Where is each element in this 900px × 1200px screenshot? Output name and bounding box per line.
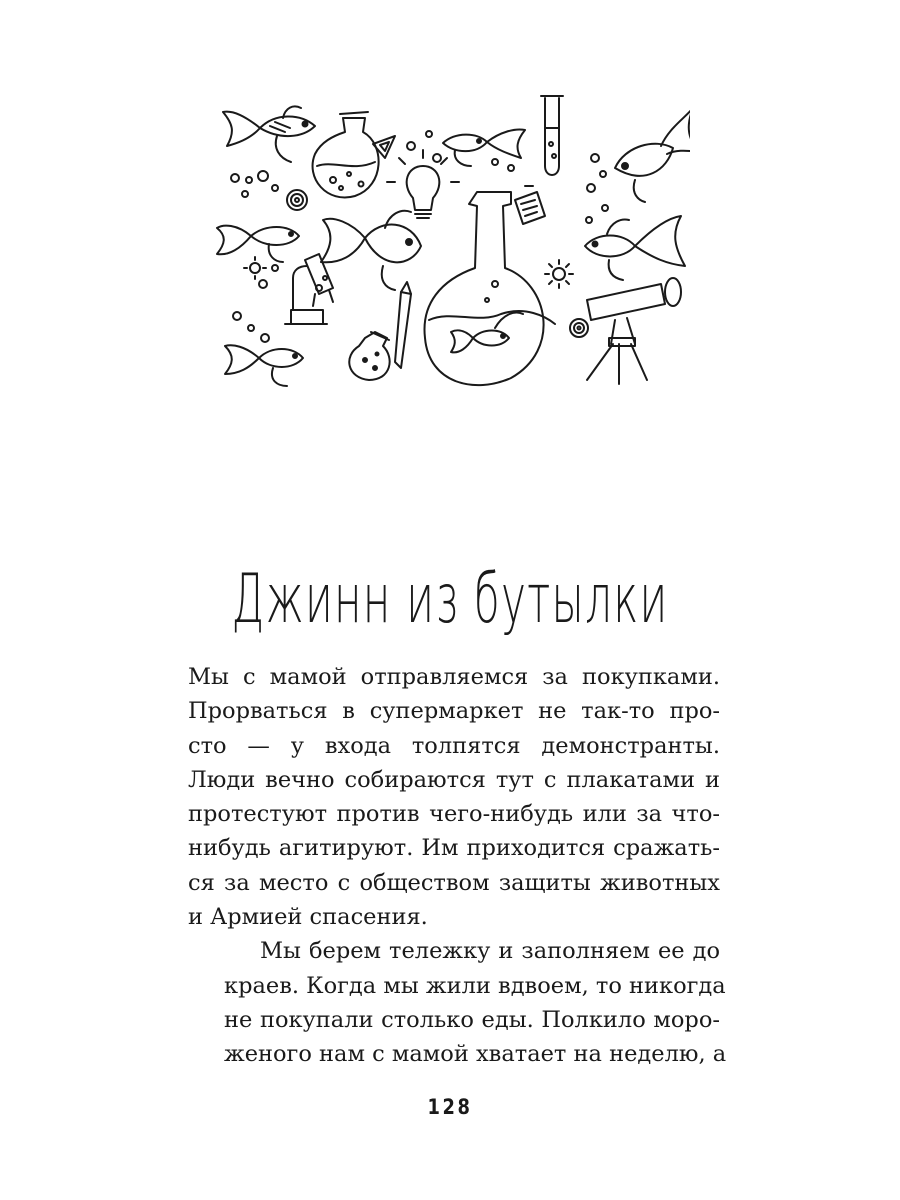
bottle-with-fish-icon bbox=[424, 192, 555, 385]
goldfish-icon bbox=[217, 226, 299, 262]
goldfish-icon bbox=[615, 108, 690, 202]
light-bulb-icon bbox=[387, 150, 459, 218]
text-line: протестуют против чего-нибудь или за что- bbox=[188, 801, 720, 828]
page-number: 128 bbox=[427, 1095, 473, 1119]
text-line: сто — у входа толпятся демонстранты. bbox=[188, 732, 720, 759]
goldfish-icon bbox=[321, 211, 421, 290]
text-line: Люди вечно собираются тут с плакатами и bbox=[188, 766, 720, 793]
pencil-icon bbox=[395, 282, 411, 368]
goldfish-icon bbox=[223, 106, 315, 162]
paragraph bbox=[188, 660, 720, 934]
text-line: краев. Когда мы жили вдвоем, то никогда bbox=[224, 972, 726, 999]
chapter-title: Джинн из бутылки bbox=[231, 559, 669, 639]
paragraph bbox=[188, 934, 727, 1071]
text-line: Прорваться в супермаркет не так-то про- bbox=[188, 698, 720, 725]
bubbles-icon bbox=[231, 131, 608, 342]
goldfish-icon bbox=[225, 345, 303, 386]
text-line: Мы берем тележку и заполняем ее до bbox=[260, 938, 720, 965]
triangle-icon bbox=[373, 136, 395, 158]
text-line: ся за место с обществом защиты животных bbox=[188, 869, 720, 896]
chapter-illustration bbox=[215, 88, 690, 398]
text-line: женого нам с мамой хватает на неделю, а bbox=[224, 1041, 727, 1068]
round-flask-icon bbox=[313, 112, 379, 197]
body-text bbox=[188, 660, 727, 1072]
goldfish-icon bbox=[443, 130, 525, 167]
text-line: не покупали столько еды. Полкило моро- bbox=[224, 1006, 720, 1033]
potion-flask-icon bbox=[349, 332, 389, 380]
text-line: Мы с мамой отправляемся за покупками. bbox=[188, 664, 720, 690]
scroll-icon bbox=[515, 186, 545, 224]
telescope-icon bbox=[587, 278, 681, 384]
text-line: и Армией спасения. bbox=[188, 904, 428, 931]
goldfish-icon bbox=[585, 216, 685, 280]
microscope-icon bbox=[285, 254, 333, 324]
text-line: нибудь агитируют. Им приходится сражать- bbox=[188, 835, 720, 862]
test-tube-icon bbox=[541, 96, 563, 175]
